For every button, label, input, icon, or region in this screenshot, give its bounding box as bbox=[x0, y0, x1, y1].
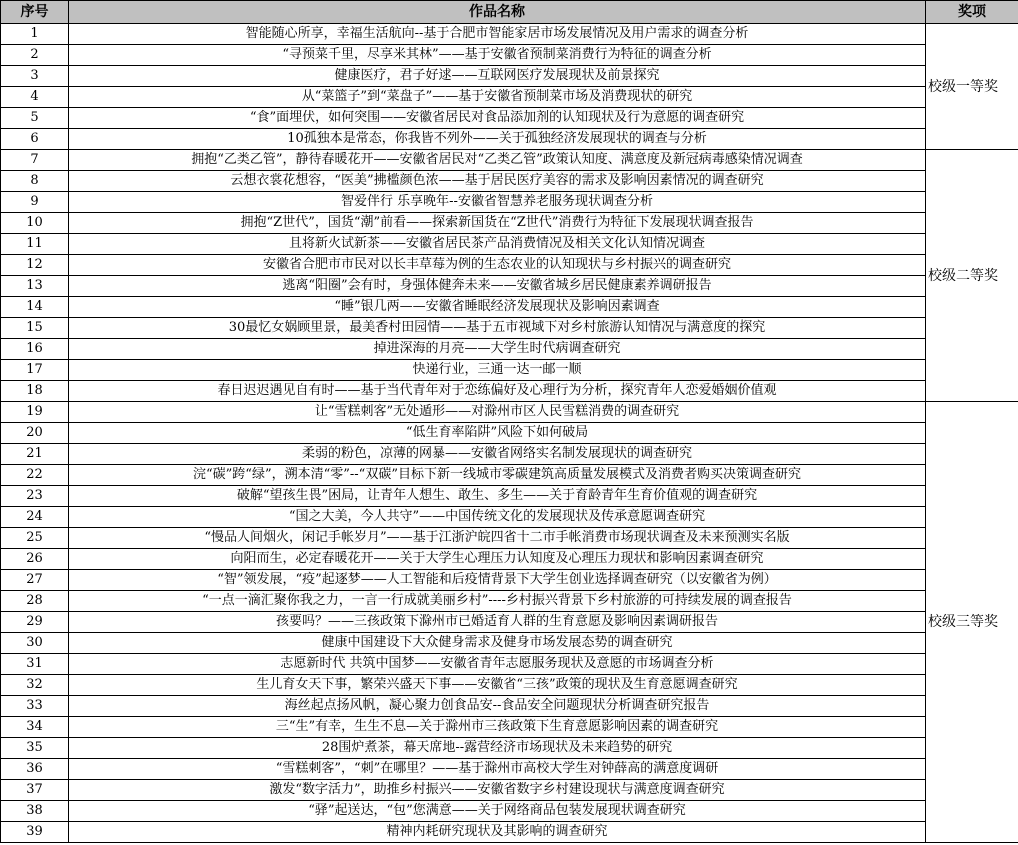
row-title: 孩要吗？——三孩政策下滁州市已婚适育人群的生育意愿及影响因素调研报告 bbox=[69, 612, 926, 633]
header-title: 作品名称 bbox=[69, 1, 926, 24]
table-row bbox=[1, 87, 1018, 108]
row-index: 2 bbox=[1, 45, 69, 66]
row-index: 37 bbox=[1, 780, 69, 801]
row-index: 22 bbox=[1, 465, 69, 486]
row-index: 26 bbox=[1, 549, 69, 570]
row-title: 精神内耗研究现状及其影响的调查研究 bbox=[69, 822, 926, 843]
row-index: 39 bbox=[1, 822, 69, 843]
table-row bbox=[1, 633, 1018, 654]
row-title: “国之大美，今人共守”——中国传统文化的发展现状及传承意愿调查研究 bbox=[69, 507, 926, 528]
row-index: 29 bbox=[1, 612, 69, 633]
table-row bbox=[1, 528, 1018, 549]
row-index: 35 bbox=[1, 738, 69, 759]
row-title: 生儿育女天下事，繁荣兴盛天下事——安徽省“三孩”政策的现状及生育意愿调查研究 bbox=[69, 675, 926, 696]
row-title: 破解“望孩生畏”困局，让青年人想生、敢生、多生——关于育龄青年生育价值观的调查研究 bbox=[69, 486, 926, 507]
row-index: 20 bbox=[1, 423, 69, 444]
row-index: 15 bbox=[1, 318, 69, 339]
table-row bbox=[1, 297, 1018, 318]
row-title: 海丝起点扬风帆，凝心聚力创食品安--食品安全问题现状分析调查研究报告 bbox=[69, 696, 926, 717]
row-index: 16 bbox=[1, 339, 69, 360]
table-row bbox=[1, 486, 1018, 507]
table-row bbox=[1, 570, 1018, 591]
row-index: 31 bbox=[1, 654, 69, 675]
table-row bbox=[1, 255, 1018, 276]
row-index: 25 bbox=[1, 528, 69, 549]
table-row bbox=[1, 66, 1018, 87]
row-index: 36 bbox=[1, 759, 69, 780]
row-index: 19 bbox=[1, 402, 69, 423]
table-row bbox=[1, 465, 1018, 486]
award-cell: 校级二等奖 bbox=[926, 150, 1018, 402]
row-index: 30 bbox=[1, 633, 69, 654]
row-index: 1 bbox=[1, 24, 69, 45]
row-title: “寻预菜千里，尽享米其林”——基于安徽省预制菜消费行为特征的调查分析 bbox=[69, 45, 926, 66]
award-cell: 校级三等奖 bbox=[926, 402, 1018, 843]
table-row bbox=[1, 423, 1018, 444]
row-title: 志愿新时代 共筑中国梦——安徽省青年志愿服务现状及意愿的市场调查分析 bbox=[69, 654, 926, 675]
row-index: 18 bbox=[1, 381, 69, 402]
table-row bbox=[1, 129, 1018, 150]
table-row bbox=[1, 507, 1018, 528]
row-index: 27 bbox=[1, 570, 69, 591]
row-title: 掉进深海的月亮——大学生时代病调查研究 bbox=[69, 339, 926, 360]
header-award: 奖项 bbox=[926, 1, 1018, 24]
row-title: “睡”银几两——安徽省睡眠经济发展现状及影响因素调查 bbox=[69, 297, 926, 318]
row-title: 快递行业，三通一达一邮一顺 bbox=[69, 360, 926, 381]
table-row bbox=[1, 234, 1018, 255]
row-title: 拥抱“Z世代”，国货“潮”前看——探索新国货在“Z世代”消费行为特征下发展现状调查报告 bbox=[69, 213, 926, 234]
table-row bbox=[1, 276, 1018, 297]
row-index: 21 bbox=[1, 444, 69, 465]
row-index: 33 bbox=[1, 696, 69, 717]
table-row bbox=[1, 675, 1018, 696]
row-title: 春日迟迟遇见自有时——基于当代青年对于恋练偏好及心理行为分析，探究青年人恋爱婚姻价值观 bbox=[69, 381, 926, 402]
table-row bbox=[1, 822, 1018, 843]
row-title: 浣“碳”跨“绿”，溯本清“零”--“双碳”目标下新一线城市零碳建筑高质量发展模式及消费者购买决策调查研究 bbox=[69, 465, 926, 486]
row-index: 17 bbox=[1, 360, 69, 381]
row-index: 4 bbox=[1, 87, 69, 108]
row-index: 12 bbox=[1, 255, 69, 276]
row-title: “食”面埋伏，如何突围——安徽省居民对食品添加剂的认知现状及行为意愿的调查研究 bbox=[69, 108, 926, 129]
row-title: “低生育率陷阱”风险下如何破局 bbox=[69, 423, 926, 444]
table-row bbox=[1, 360, 1018, 381]
row-title: 智能随心所享，幸福生活航向--基于合肥市智能家居市场发展情况及用户需求的调查分析 bbox=[69, 24, 926, 45]
row-index: 9 bbox=[1, 192, 69, 213]
row-title: 10孤独本是常态，你我皆不列外——关于孤独经济发展现状的调查与分析 bbox=[69, 129, 926, 150]
row-title: 健康医疗，君子好逑——互联网医疗发展现状及前景探究 bbox=[69, 66, 926, 87]
row-title: 让“雪糕刺客”无处遁形——对滁州市区人民雪糕消费的调查研究 bbox=[69, 402, 926, 423]
row-title: “慢品人间烟火，闲记手帐岁月”——基于江浙沪皖四省十二市手帐消费市场现状调查及未来预测实名版 bbox=[69, 528, 926, 549]
table-row bbox=[1, 780, 1018, 801]
row-index: 6 bbox=[1, 129, 69, 150]
table-row bbox=[1, 696, 1018, 717]
row-title: 向阳而生，必定春暖花开——关于大学生心理压力认知度及心理压力现状和影响因素调查研究 bbox=[69, 549, 926, 570]
header-row bbox=[1, 1, 1018, 24]
table-row bbox=[1, 738, 1018, 759]
table-row bbox=[1, 591, 1018, 612]
row-title: “驿”起送达，“包”您满意——关于网络商品包装发展现状调查研究 bbox=[69, 801, 926, 822]
row-index: 32 bbox=[1, 675, 69, 696]
table-row bbox=[1, 381, 1018, 402]
row-title: 云想衣裳花想容，“医美”拂槛颜色浓——基于居民医疗美容的需求及影响因素情况的调查研究 bbox=[69, 171, 926, 192]
row-index: 23 bbox=[1, 486, 69, 507]
table-row bbox=[1, 108, 1018, 129]
row-title: “雪糕刺客”，“刺”在哪里？——基于滁州市高校大学生对钟薛高的满意度调研 bbox=[69, 759, 926, 780]
table-row bbox=[1, 612, 1018, 633]
award-cell: 校级一等奖 bbox=[926, 24, 1018, 150]
header-index: 序号 bbox=[1, 1, 69, 24]
row-title: 激发“数字活力”，助推乡村振兴——安徽省数字乡村建设现状与满意度调查研究 bbox=[69, 780, 926, 801]
row-title: 从“菜篮子”到“菜盘子”——基于安徽省预制菜市场及消费现状的研究 bbox=[69, 87, 926, 108]
row-title: 逃离“阳圈”会有时，身强体健奔未来——安徽省城乡居民健康素养调研报告 bbox=[69, 276, 926, 297]
row-index: 14 bbox=[1, 297, 69, 318]
row-title: 三“生”有幸，生生不息—关于滁州市三孩政策下生育意愿影响因素的调查研究 bbox=[69, 717, 926, 738]
table-row bbox=[1, 45, 1018, 66]
table-row bbox=[1, 717, 1018, 738]
row-title: 智爱伴行 乐享晚年--安徽省智慧养老服务现状调查分析 bbox=[69, 192, 926, 213]
row-title: 安徽省合肥市市民对以长丰草莓为例的生态农业的认知现状与乡村振兴的调查研究 bbox=[69, 255, 926, 276]
row-title: 健康中国建设下大众健身需求及健身市场发展态势的调查研究 bbox=[69, 633, 926, 654]
row-title: 且将新火试新茶——安徽省居民茶产品消费情况及相关文化认知情况调查 bbox=[69, 234, 926, 255]
row-index: 38 bbox=[1, 801, 69, 822]
table-body bbox=[1, 24, 1018, 843]
row-index: 8 bbox=[1, 171, 69, 192]
row-title: 柔弱的粉色，凉薄的网暴——安徽省网络实名制发展现状的调查研究 bbox=[69, 444, 926, 465]
table-row bbox=[1, 150, 1018, 171]
table-row bbox=[1, 339, 1018, 360]
row-index: 28 bbox=[1, 591, 69, 612]
row-index: 5 bbox=[1, 108, 69, 129]
row-title: 拥抱“乙类乙管”，静待春暖花开——安徽省居民对“乙类乙管”政策认知度、满意度及新冠病毒感染情况调查 bbox=[69, 150, 926, 171]
row-title: 28围炉煮茶，幕天席地--露营经济市场现状及未来趋势的研究 bbox=[69, 738, 926, 759]
table-row bbox=[1, 318, 1018, 339]
row-index: 7 bbox=[1, 150, 69, 171]
row-index: 13 bbox=[1, 276, 69, 297]
row-index: 34 bbox=[1, 717, 69, 738]
row-index: 10 bbox=[1, 213, 69, 234]
table-row bbox=[1, 192, 1018, 213]
table-row bbox=[1, 171, 1018, 192]
row-title: “一点一滴汇聚你我之力，一言一行成就美丽乡村”----乡村振兴背景下乡村旅游的可持续发展的调查报告 bbox=[69, 591, 926, 612]
table-row bbox=[1, 444, 1018, 465]
table-row bbox=[1, 213, 1018, 234]
row-index: 11 bbox=[1, 234, 69, 255]
table-row bbox=[1, 24, 1018, 45]
table-row bbox=[1, 759, 1018, 780]
row-index: 24 bbox=[1, 507, 69, 528]
table-row bbox=[1, 549, 1018, 570]
row-index: 3 bbox=[1, 66, 69, 87]
row-title: “智”领发展，“疫”起逐梦——人工智能和后疫情背景下大学生创业选择调查研究（以安徽省为例） bbox=[69, 570, 926, 591]
table-row bbox=[1, 402, 1018, 423]
row-title: 30最忆女娲顾里景，最美香村田园情——基于五市视域下对乡村旅游认知情况与满意度的探究 bbox=[69, 318, 926, 339]
table-row bbox=[1, 801, 1018, 822]
table-row bbox=[1, 654, 1018, 675]
